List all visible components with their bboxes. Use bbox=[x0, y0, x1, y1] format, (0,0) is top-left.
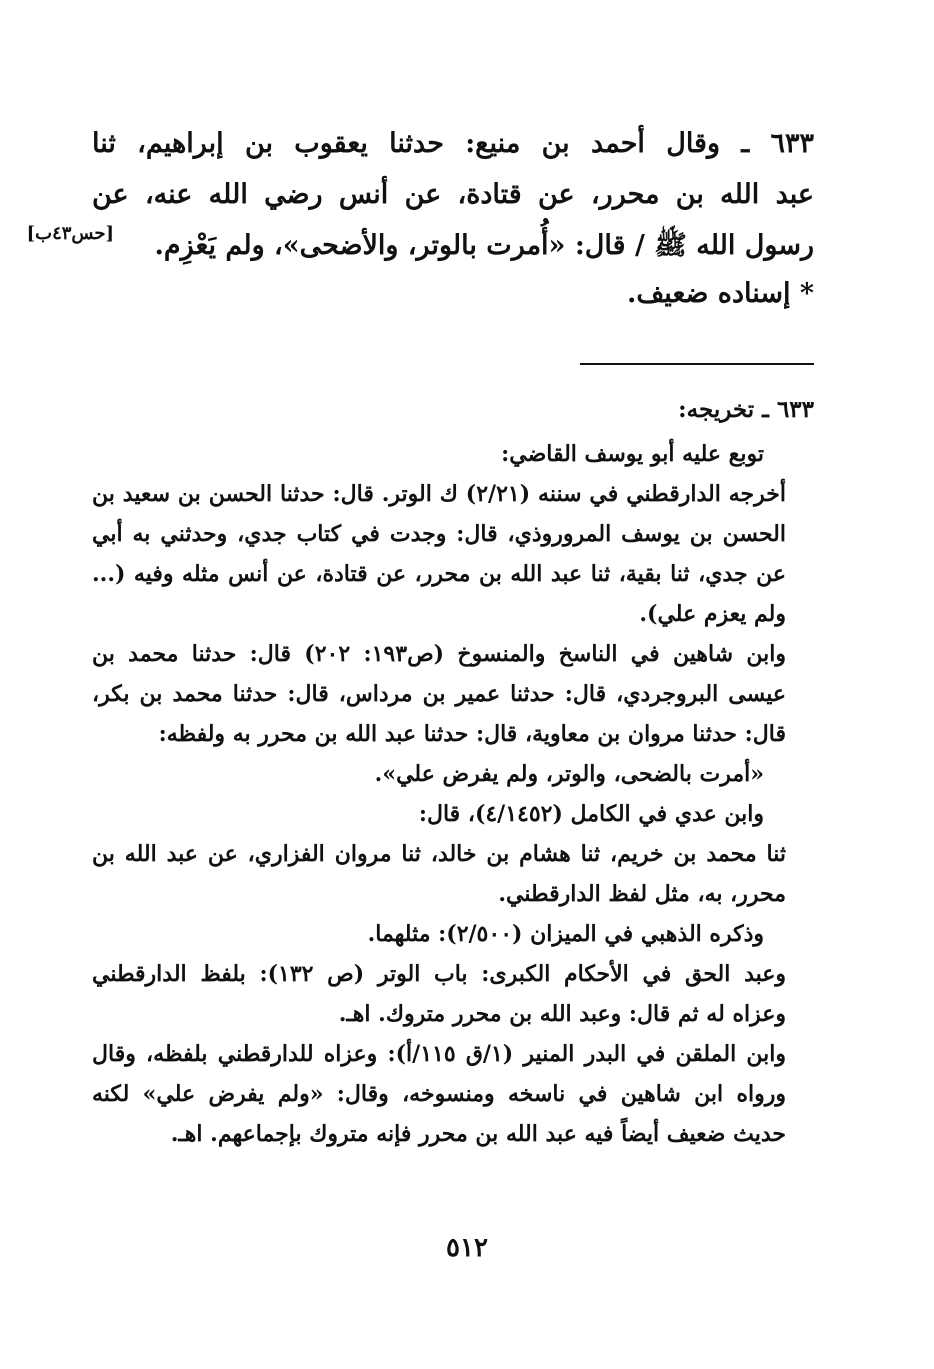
hadith-text bbox=[92, 118, 814, 271]
hadith-line-1: ٦٣٣ ـ وقال أحمد بن منيع: حدثنا يعقوب بن إبراهيم، ثنا bbox=[92, 128, 814, 159]
footnote-heading: ٦٣٣ ـ تخريجه: bbox=[678, 396, 814, 423]
footnote-paragraph: وابن الملقن في البدر المنير (١/ق ١١٥/أ): وعزاه للدارقطني بلفظه، وقال ورواه ابن شاهين في ناسخه ومنسوخه، وقال: «ولم يفرض علي» لكنه حديث ضعيف أيضاً فيه عبد الله بن محرر فإنه متروك بإجماعهم. اهـ. bbox=[92, 1041, 787, 1147]
footnote-paragraph: أخرجه الدارقطني في سننه (٢/٢١) ك الوتر. قال: حدثنا الحسن بن سعيد بن الحسن بن يوسف المروروذي، قال: وجدت في كتاب جدي، وحدثني به أبي عن جدي، ثنا بقية، ثنا عبد الله بن محرر، عن قتادة، عن أنس مثله وفيه (... ولم يعزم علي). bbox=[92, 481, 786, 627]
footnote-paragraph: ثنا محمد بن خريم، ثنا هشام بن خالد، ثنا مروان الفزاري، عن عبد الله بن محرر، به، مثل لفظ الدارقطني. bbox=[92, 841, 786, 907]
page-number: ٥١٢ bbox=[446, 1233, 488, 1263]
footnotes bbox=[92, 390, 814, 1154]
footnote-paragraph: وذكره الذهبي في الميزان (٢/٥٠٠): مثلهما. bbox=[367, 921, 764, 947]
isnad-grade: * إسناده ضعيف. bbox=[626, 278, 814, 309]
footnote-paragraph: وعبد الحق في الأحكام الكبرى: باب الوتر (ص ١٣٢): بلفظ الدارقطني وعزاه له ثم قال: وعبد الله بن محرر متروك. اهـ. bbox=[92, 961, 787, 1027]
footnote-separator bbox=[580, 363, 814, 365]
footnote-paragraph: وابن شاهين في الناسخ والمنسوخ (ص١٩٣: ٢٠٢) قال: حدثنا محمد بن عيسى البروجردي، قال: حدثنا عمير بن مرداس، قال: حدثنا محمد بن بكر، قال: حدثنا مروان بن معاوية، قال: حدثنا عبد الله بن محرر به ولفظه: bbox=[92, 641, 786, 747]
hadith-line-2: عبد الله بن محرر، عن قتادة، عن أنس رضي الله عنه، عن bbox=[92, 179, 814, 210]
footnote-quote: «أمرت بالضحى، والوتر، ولم يفرض علي». bbox=[374, 761, 764, 787]
footnote-paragraph: توبع عليه أبو يوسف القاضي: bbox=[501, 441, 764, 467]
manuscript-margin-note: [حس٤٣ب] bbox=[26, 223, 114, 244]
footnote-paragraph: وابن عدي في الكامل (٤/١٤٥٢)، قال: bbox=[418, 801, 764, 827]
hadith-line-3: رسول الله ﷺ / قال: «أُمرت بالوتر، والأضحى»، ولم يَعْزِم. bbox=[154, 230, 814, 261]
